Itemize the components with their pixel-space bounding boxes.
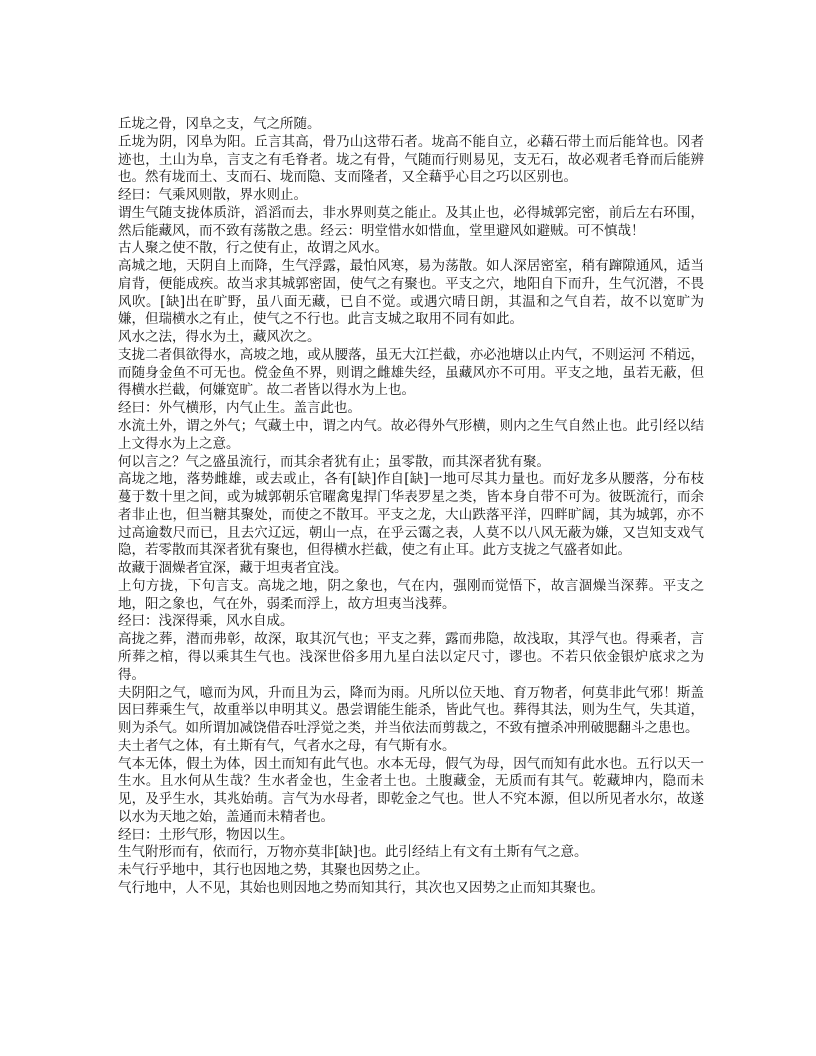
paragraph: 生气附形而有，依而行，万物亦莫非[缺]也。此引经结上有文有土斯有气之意。 <box>118 844 588 861</box>
document-page <box>118 116 704 898</box>
paragraph: 夫土者气之体，有土斯有气，气者水之母，有气斯有水。 <box>118 737 456 754</box>
paragraph: 气本无体，假土为体，因土而知有此气也。水本无母，假气为母，因气而知有此水也。五行以天一生水。且水何从生哉？生水者金也，生金者土也。土腹藏金，无质而有其气。乾藏坤内，隐而未见，及乎生水，其兆始萌。言气为水母者，即乾金之气也。世人不究本源，但以所见者水尔，故遂以水为天地之始，盖通而未精者也。 <box>118 755 704 825</box>
paragraph: 丘垅之骨，冈阜之支，气之所随。 <box>118 116 321 132</box>
paragraph: 气行地中，人不见，其始也则因地之势而知其行，其次也又因势之止而知其聚也。 <box>118 879 604 896</box>
paragraph: 高拢之葬，潜而弗彰，故深，取其沉气也；平支之葬，露而弗隐，故浅取，其浮气也。得乘者，言所葬之棺，得以乘其生气也。浅深世俗多用九星白法以定尺寸，谬也。不若只依金银炉底求之为得。 <box>118 631 704 683</box>
paragraph: 上句方拢，下句言支。高垅之地，阴之象也，气在内，强刚而觉悟下，故言涸燥当深葬。平支之地，阳之象也，气在外，弱柔而浮上，故方坦夷当浅葬。 <box>118 577 704 612</box>
paragraph: 丘垅为阴，冈阜为阳。丘言其高，骨乃山这带石者。垅高不能自立，必藉石带土而后能耸也。冈者迹也，土山为阜，言支之有毛脊者。垅之有骨，气随而行则易见，支无石，故必观者毛脊而后能辨也。然有垅而土、支而石、垅而隐、支而隆者，又全藉乎心目之巧以区别也。 <box>118 133 704 186</box>
paragraph: 经曰：外气横形，内气止生。盖言此也。 <box>118 400 361 417</box>
paragraph: 故藏于涸燥者宜深，藏于坦夷者宜浅。 <box>118 560 348 577</box>
paragraph: 经曰：土形气形，物因以生。 <box>118 826 294 843</box>
paragraph: 何以言之？气之盛虽流行，而其余者犹有止；虽零散，而其深者犹有聚。 <box>118 453 550 470</box>
paragraph: 古人聚之使不散，行之使有止，故谓之风水。 <box>118 240 388 257</box>
paragraph: 风水之法，得水为土，藏风次之。 <box>118 329 321 346</box>
paragraph: 水流土外，谓之外气；气藏土中，谓之内气。故必得外气形横，则内之生气自然止也。此引经以结上文得水为上之意。 <box>118 418 704 452</box>
paragraph: 夫阴阳之气，噫而为风，升而且为云，降而为雨。凡所以位天地、育万物者，何莫非此气邪！斯盖因曰葬乘生气，故重举以申明其义。愚尝谓能生能杀，皆此气也。葬得其法，则为生气，失其道，则为杀气。如所谓加减饶借吞吐浮觉之类，并当依法而剪裁之，不致有擅杀冲刑破腮翻斗之患也。 <box>118 684 704 737</box>
paragraph: 未气行乎地中，其行也因地之势，其聚也因势之止。 <box>118 862 429 879</box>
paragraph: 经曰：浅深得乘，风水自成。 <box>118 613 294 630</box>
paragraph: 经曰：气乘风则散，界水则止。 <box>118 187 307 204</box>
paragraph: 高垅之地，落势雌雄，或去或止，各有[缺]作自[缺]一地可尽其力量也。而好龙多从腰落，分布枝蔓于数十里之间，或为城郭朝乐官曜禽鬼捍门华表罗星之类，皆本身自带不可为。彼既流行，而余者非止也，但当糖其聚处，而使之不散耳。平支之龙，大山跌落平洋，四畔旷阔，其为城郭，亦不过高逾数尺而已，且去穴辽远，朝山一点，在乎云霭之表，人莫不以八风无蔽为嫌，又岂知支戏气隐，若零散而其深者犹有聚也，但得横水拦截，使之有止耳。此方支拢之气盛者如此。 <box>118 471 704 559</box>
paragraph: 高城之地，天阴自上而降，生气浮露，最怕风寒，易为荡散。如人深居密室，稍有蹿隙通风，适当肩背，便能成疾。故当求其城郭密固，使气之有聚也。平支之穴，地阳自下而升，生气沉潜，不畏风吹。[缺]出在旷野，虽八面无藏，已自不觉。或遇穴晴日朗，其温和之气自若，故不以宽旷为嫌，但瑞横水之有止，使气之不行也。此言支城之取用不同有如此。 <box>118 258 704 328</box>
paragraph: 谓生气随支拢体质浒，滔滔而去，非水界则莫之能止。及其止也，必得城郭完密，前后左右环围，然后能藏风，而不致有荡散之患。经云：明堂惜水如惜血，堂里避风如避贼。可不慎哉！ <box>118 204 704 239</box>
paragraph: 支拢二者俱欲得水，高坡之地，或从腰落，虽无大江拦截，亦必池塘以止内气，不则运河 不稍远，而随身金鱼不可无也。傥金鱼不界，则谓之雌雄失经，虽藏风亦不可用。平支之地，虽若无蔽，但得横水拦截，何嫌宽旷。故二者皆以得水为上也。 <box>118 346 704 399</box>
